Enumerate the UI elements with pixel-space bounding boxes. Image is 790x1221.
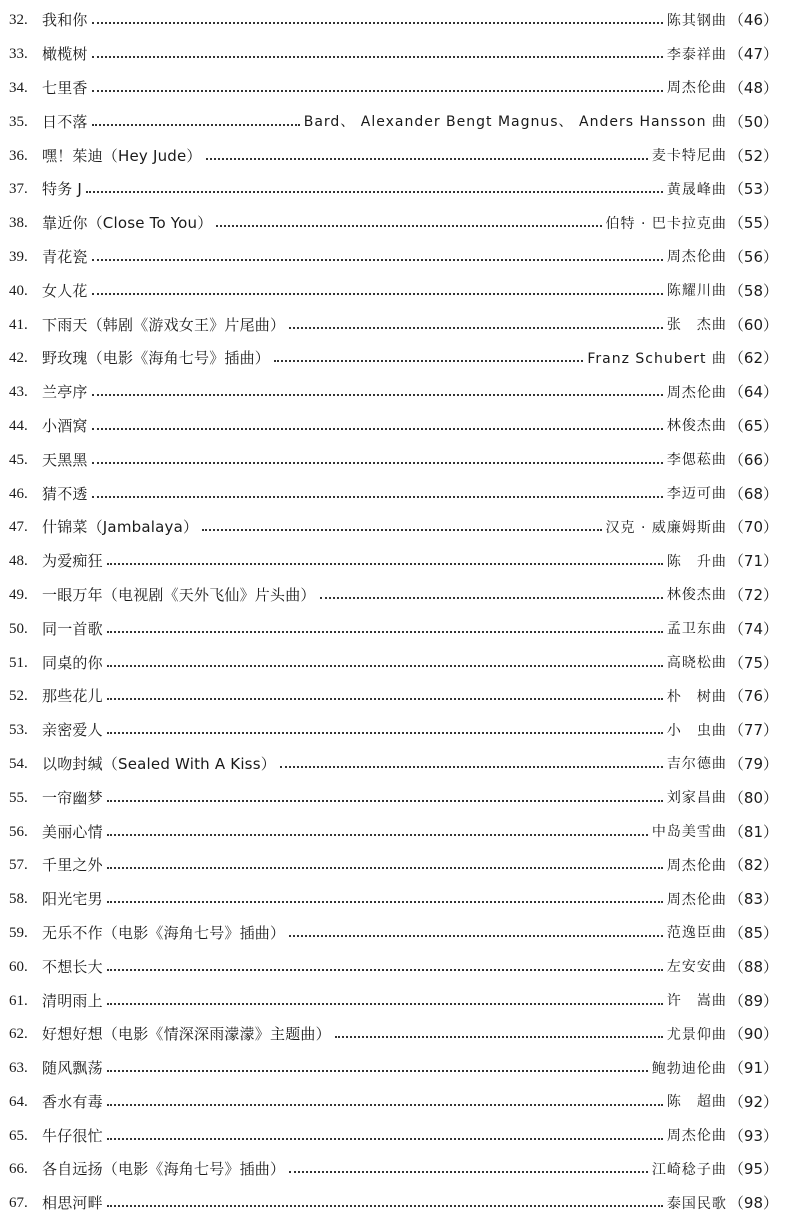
dot-leader — [107, 1204, 663, 1207]
entry-number: 34. — [9, 79, 28, 96]
song-title: 同桌的你 — [42, 653, 103, 672]
song-title: 相思河畔 — [42, 1194, 103, 1213]
page-number: （64） — [728, 383, 778, 402]
composer-credit: 李偲菘曲 — [666, 452, 727, 469]
toc-entry[interactable] — [0, 748, 790, 782]
song-title: 亲密爱人 — [42, 721, 103, 740]
composer-credit: 周杰伦曲 — [666, 384, 727, 401]
toc-entry[interactable] — [0, 511, 790, 545]
page-number: （93） — [728, 1126, 778, 1145]
entry-number: 52. — [9, 688, 28, 705]
dot-leader — [202, 528, 601, 531]
composer-credit: 周杰伦曲 — [666, 857, 727, 874]
dot-leader — [92, 427, 663, 430]
entry-number: 58. — [9, 891, 28, 908]
toc-entry[interactable] — [0, 38, 790, 72]
entry-number: 48. — [9, 553, 28, 570]
song-title: 千里之外 — [42, 856, 103, 875]
composer-credit: 李迈可曲 — [666, 486, 727, 503]
toc-entry[interactable] — [0, 883, 790, 917]
toc-entry[interactable] — [0, 139, 790, 173]
dot-leader — [107, 562, 663, 565]
dot-leader — [92, 393, 663, 396]
page-number: （62） — [728, 349, 778, 368]
composer-credit: 孟卫东曲 — [666, 621, 727, 638]
entry-number: 45. — [9, 451, 28, 468]
dot-leader — [107, 799, 663, 802]
song-title: 日不落 — [42, 112, 88, 131]
dot-leader — [107, 697, 663, 700]
song-title: 青花瓷 — [42, 247, 88, 266]
dot-leader — [289, 934, 663, 937]
entry-number: 60. — [9, 958, 28, 975]
toc-entry[interactable] — [0, 579, 790, 613]
entry-number: 62. — [9, 1026, 28, 1043]
dot-leader — [206, 157, 648, 160]
toc-entry[interactable] — [0, 815, 790, 849]
entry-number: 67. — [9, 1195, 28, 1212]
entry-number: 50. — [9, 620, 28, 637]
composer-credit: 朴 树曲 — [666, 688, 727, 705]
dot-leader — [107, 968, 663, 971]
composer-credit: 张 杰曲 — [666, 317, 727, 334]
song-title: 小酒窝 — [42, 416, 88, 435]
page-number: （85） — [728, 923, 778, 942]
song-title: 为爱痴狂 — [42, 552, 103, 571]
dot-leader — [107, 1002, 663, 1005]
composer-credit: 周杰伦曲 — [666, 891, 727, 908]
song-title: 靠近你（Close To You） — [42, 214, 213, 233]
song-title: 各自远扬（电影《海角七号》插曲） — [42, 1160, 286, 1179]
song-title: 一帘幽梦 — [42, 788, 103, 807]
page-number: （79） — [728, 754, 778, 773]
composer-credit: 尤景仰曲 — [666, 1026, 727, 1043]
composer-credit: 周杰伦曲 — [666, 1128, 727, 1145]
page-number: （71） — [728, 552, 778, 571]
entry-number: 42. — [9, 350, 28, 367]
toc-entry[interactable] — [0, 207, 790, 241]
toc-entry[interactable] — [0, 1153, 790, 1187]
page-number: （95） — [728, 1160, 778, 1179]
composer-credit: 汉克 · 威廉姆斯曲 — [605, 519, 727, 536]
page-number: （88） — [728, 957, 778, 976]
dot-leader — [92, 55, 663, 58]
dot-leader — [107, 1137, 663, 1140]
page-number: （76） — [728, 687, 778, 706]
dot-leader — [107, 731, 663, 734]
composer-credit: 陈耀川曲 — [666, 283, 727, 300]
dot-leader — [107, 1103, 663, 1106]
composer-credit: 陈 超曲 — [666, 1094, 727, 1111]
composer-credit: 范逸臣曲 — [666, 925, 727, 942]
song-title: 香水有毒 — [42, 1092, 103, 1111]
entry-number: 39. — [9, 248, 28, 265]
entry-number: 41. — [9, 316, 28, 333]
song-title: 天黑黑 — [42, 450, 88, 469]
composer-credit: 李泰祥曲 — [666, 46, 727, 63]
dot-leader — [107, 900, 663, 903]
toc-entry[interactable] — [0, 308, 790, 342]
page-number: （48） — [728, 78, 778, 97]
composer-credit: 周杰伦曲 — [666, 249, 727, 266]
toc-entry[interactable] — [0, 950, 790, 984]
toc-entry[interactable] — [0, 646, 790, 680]
toc-entry[interactable] — [0, 72, 790, 106]
page-number: （77） — [728, 721, 778, 740]
toc-entry[interactable] — [0, 477, 790, 511]
composer-credit: 江崎稔子曲 — [651, 1161, 727, 1178]
page-number: （92） — [728, 1092, 778, 1111]
page-number: （55） — [728, 214, 778, 233]
toc-entry[interactable] — [0, 1119, 790, 1153]
page-number: （56） — [728, 247, 778, 266]
entry-number: 35. — [9, 113, 28, 130]
page-number: （53） — [728, 180, 778, 199]
dot-leader — [280, 765, 663, 768]
entry-number: 43. — [9, 384, 28, 401]
song-title: 女人花 — [42, 281, 88, 300]
composer-credit: 许 嵩曲 — [666, 993, 727, 1009]
song-title: 以吻封缄（Sealed With A Kiss） — [42, 754, 276, 773]
toc-entry[interactable] — [0, 342, 790, 376]
dot-leader — [92, 461, 663, 464]
toc-entry[interactable] — [0, 410, 790, 444]
entry-number: 53. — [9, 722, 28, 739]
toc-entry[interactable] — [0, 105, 790, 139]
entry-number: 38. — [9, 215, 28, 232]
page-number: （58） — [728, 281, 778, 300]
song-title: 一眼万年（电视剧《天外飞仙》片头曲） — [42, 585, 316, 604]
page-number: （60） — [728, 315, 778, 334]
song-title: 好想好想（电影《情深深雨濛濛》主题曲） — [42, 1025, 331, 1044]
entry-number: 33. — [9, 46, 28, 63]
dot-leader — [92, 89, 663, 92]
toc-entry[interactable] — [0, 1018, 790, 1052]
dot-leader — [216, 224, 601, 227]
composer-credit: 小 虫曲 — [666, 722, 727, 739]
toc-entry[interactable] — [0, 274, 790, 308]
composer-credit: 周杰伦曲 — [666, 80, 727, 97]
entry-number: 51. — [9, 654, 28, 671]
toc-entry[interactable] — [0, 443, 790, 477]
toc-entry[interactable] — [0, 173, 790, 207]
entry-number: 57. — [9, 857, 28, 874]
song-title: 无乐不作（电影《海角七号》插曲） — [42, 923, 286, 942]
entry-number: 65. — [9, 1127, 28, 1144]
dot-leader — [107, 833, 648, 836]
dot-leader — [92, 21, 663, 24]
toc-entry[interactable] — [0, 849, 790, 883]
dot-leader — [92, 292, 663, 295]
entry-number: 44. — [9, 417, 28, 434]
toc-entry[interactable] — [0, 680, 790, 714]
dot-leader — [274, 359, 583, 362]
song-title: 随风飘荡 — [42, 1059, 103, 1078]
page-number: （80） — [728, 788, 778, 807]
composer-credit: 陈 升曲 — [666, 553, 727, 570]
toc-entry[interactable] — [0, 917, 790, 951]
composer-credit: 中岛美雪曲 — [651, 824, 727, 841]
composer-credit: 麦卡特尼曲 — [651, 148, 727, 165]
dot-leader — [107, 630, 663, 633]
entry-number: 46. — [9, 485, 28, 502]
toc-entry[interactable] — [0, 1086, 790, 1120]
composer-credit: 林俊杰曲 — [666, 418, 727, 435]
toc-entry[interactable] — [0, 241, 790, 275]
entry-number: 36. — [9, 147, 28, 164]
toc-entry[interactable] — [0, 1052, 790, 1086]
page-number: （50） — [728, 112, 778, 131]
composer-credit: 刘家昌曲 — [666, 790, 727, 807]
dot-leader — [289, 1170, 648, 1173]
entry-number: 40. — [9, 282, 28, 299]
toc-entry[interactable] — [0, 984, 790, 1018]
composer-credit: 陈其钢曲 — [666, 12, 727, 29]
page-number: （74） — [728, 619, 778, 638]
dot-leader — [92, 258, 663, 261]
dot-leader — [320, 596, 663, 599]
song-title: 那些花儿 — [42, 687, 103, 706]
page-number: （72） — [728, 585, 778, 604]
song-title: 兰亭序 — [42, 383, 88, 402]
song-title: 牛仔很忙 — [42, 1126, 103, 1145]
entry-number: 47. — [9, 519, 28, 536]
entry-number: 37. — [9, 181, 28, 198]
song-title: 美丽心情 — [42, 822, 103, 841]
composer-credit: Franz Schubert 曲 — [587, 350, 727, 367]
song-title: 清明雨上 — [42, 991, 103, 1010]
song-title: 我和你 — [42, 11, 88, 30]
page-number: （70） — [728, 518, 778, 537]
song-title: 特务 J — [42, 180, 82, 199]
song-title: 橄榄树 — [42, 45, 88, 64]
toc-entry[interactable] — [0, 714, 790, 748]
page-number: （52） — [728, 146, 778, 165]
page-number: （89） — [728, 991, 778, 1010]
entry-number: 66. — [9, 1161, 28, 1178]
composer-credit: 泰国民歌 — [666, 1195, 727, 1212]
dot-leader — [107, 664, 663, 667]
composer-credit: 林俊杰曲 — [666, 587, 727, 604]
composer-credit: 鲍勃迪伦曲 — [651, 1060, 727, 1077]
entry-number: 64. — [9, 1093, 28, 1110]
dot-leader — [86, 190, 663, 193]
composer-credit: 高晓松曲 — [666, 655, 727, 672]
toc-entry[interactable] — [0, 376, 790, 410]
song-title: 阳光宅男 — [42, 890, 103, 909]
toc-entry[interactable] — [0, 545, 790, 579]
entry-number: 61. — [9, 992, 28, 1009]
page-number: （91） — [728, 1059, 778, 1078]
dot-leader — [107, 1069, 648, 1072]
page-number: （68） — [728, 484, 778, 503]
page-number: （65） — [728, 416, 778, 435]
dot-leader — [289, 326, 663, 329]
page-number: （98） — [728, 1194, 778, 1213]
song-title: 七里香 — [42, 78, 88, 97]
toc-entry[interactable] — [0, 4, 790, 38]
song-title: 什锦菜（Jambalaya） — [42, 518, 199, 537]
dot-leader — [107, 866, 663, 869]
dot-leader — [92, 495, 663, 498]
entry-number: 54. — [9, 755, 28, 772]
song-title: 不想长大 — [42, 957, 103, 976]
entry-number: 32. — [9, 12, 28, 29]
entry-number: 59. — [9, 924, 28, 941]
composer-credit: Bard、 Alexander Bengt Magnus、 Anders Hansson 曲 — [303, 114, 727, 131]
page-number: （66） — [728, 450, 778, 469]
song-title: 下雨天（韩剧《游戏女王》片尾曲） — [42, 315, 286, 334]
page-number: （90） — [728, 1025, 778, 1044]
composer-credit: 吉尔德曲 — [666, 756, 727, 773]
page-number: （82） — [728, 856, 778, 875]
dot-leader — [335, 1035, 663, 1038]
entry-number: 56. — [9, 823, 28, 840]
page-number: （46） — [728, 11, 778, 30]
composer-credit: 伯特 · 巴卡拉克曲 — [605, 215, 727, 232]
toc-entry[interactable] — [0, 612, 790, 646]
composer-credit: 左安安曲 — [666, 959, 727, 976]
page-number: （81） — [728, 822, 778, 841]
entry-number: 55. — [9, 789, 28, 806]
page-number: （47） — [728, 45, 778, 64]
composer-credit: 黄晟峰曲 — [666, 181, 727, 198]
song-title: 嘿！茱迪（Hey Jude） — [42, 146, 202, 165]
toc-entry[interactable] — [0, 781, 790, 815]
song-title: 野玫瑰（电影《海角七号》插曲） — [42, 349, 271, 368]
song-title: 猜不透 — [42, 484, 88, 503]
page-number: （83） — [728, 890, 778, 909]
entry-number: 49. — [9, 586, 28, 603]
dot-leader — [92, 123, 300, 126]
entry-number: 63. — [9, 1060, 28, 1077]
page-number: （75） — [728, 653, 778, 672]
song-title: 同一首歌 — [42, 619, 103, 638]
